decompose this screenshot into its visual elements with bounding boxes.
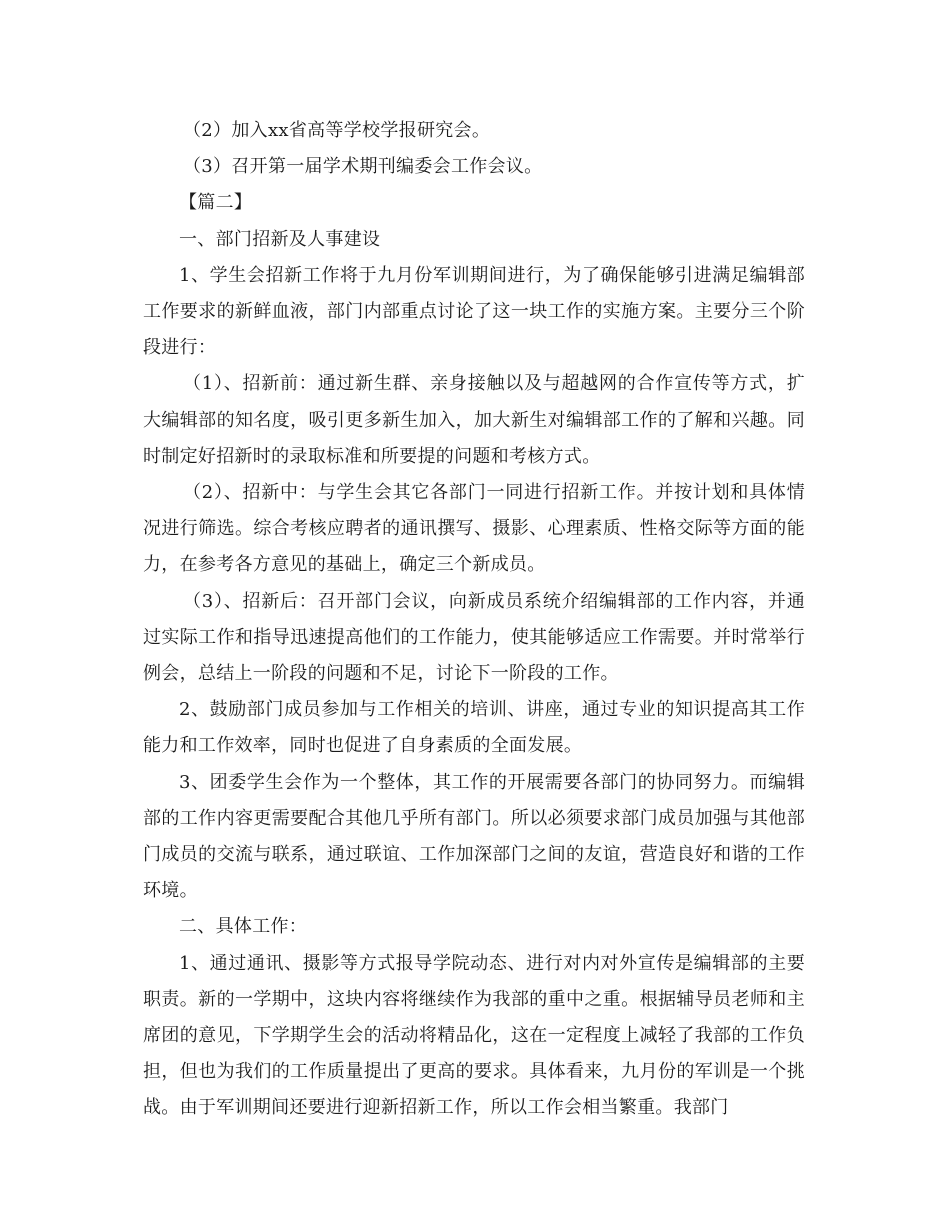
paragraph-recruitment-plan: 1、学生会招新工作将于九月份军训期间进行，为了确保能够引进满足编辑部工作要求的新鲜血液，部门内部重点讨论了这一块工作的实施方案。主要分三个阶段进行： [143,264,805,359]
list-item-2: （2）加入xx省高等学校学报研究会。 [183,120,491,141]
paragraph-during-recruitment: （2）、招新中：与学生会其它各部门一同进行招新工作。并按计划和具体情况进行筛选。综合考核应聘者的通讯撰写、摄影、心理素质、性格交际等方面的能力，在参考各方意见的基础上，确定三个新成员。 [143,482,805,576]
section-heading-specific-work: 二、具体工作： [179,916,308,938]
paragraph-before-recruitment: （1）、招新前：通过新生群、亲身接触以及与超越网的合作宣传等方式，扩大编辑部的知名度，吸引更多新生加入，加大新生对编辑部工作的了解和兴趣。同时制定好招新时的录取标准和所要提的问题和考核方式。 [143,373,805,467]
section-title-part-two: 【篇二】 [179,192,253,214]
paragraph-teamwork: 3、团委学生会作为一个整体，其工作的开展需要各部门的协同努力。而编辑部的工作内容更需要配合其他几乎所有部门。所以必须要求部门成员加强与其他部门成员的交流与联系，通过联谊、工作加深部门之间的友谊，营造良好和谐的工作环境。 [143,771,805,902]
section-heading-recruitment: 一、部门招新及人事建设 [179,228,381,250]
paragraph-reporting-duties: 1、通过通讯、摄影等方式报导学院动态、进行对内对外宣传是编辑部的主要职责。新的一学期中，这块内容将继续作为我部的重中之重。根据辅导员老师和主席团的意见，下学期学生会的活动将精品化，这在一定程度上减轻了我部的工作负担，但也为我们的工作质量提出了更高的要求。具体看来，九月份的军训是一个挑战。由于军训期间还要进行迎新招新工作，所以工作会相当繁重。我部门 [143,952,805,1119]
list-item-3: （3）召开第一届学术期刊编委会工作会议。 [183,156,543,178]
document-body [143,113,805,1127]
paragraph-training: 2、鼓励部门成员参加与工作相关的培训、讲座，通过专业的知识提高其工作能力和工作效率，同时也促进了自身素质的全面发展。 [143,699,805,757]
paragraph-after-recruitment: （3）、招新后：召开部门会议，向新成员系统介绍编辑部的工作内容，并通过实际工作和指导迅速提高他们的工作能力，使其能够适应工作需要。并时常举行例会，总结上一阶段的问题和不足，讨论下一阶段的工作。 [143,590,805,685]
